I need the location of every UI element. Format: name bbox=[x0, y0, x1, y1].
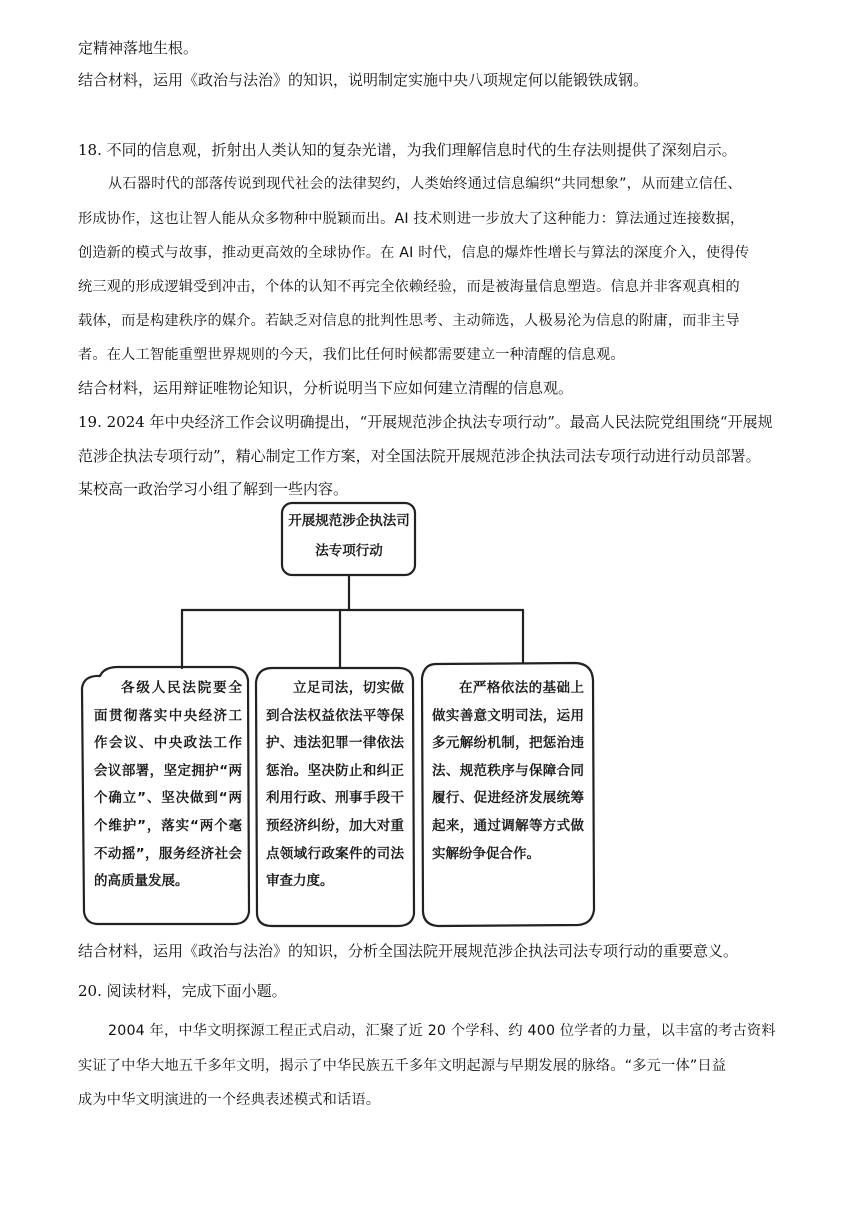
material-20-line: 2004 年，中华文明探源工程正式启动，汇聚了近 20 个学科、约 400 位学者的力量，以丰富的考古资料 bbox=[108, 1023, 776, 1039]
question-20-stem: 20. 阅读材料，完成下面小题。 bbox=[78, 982, 287, 1000]
question-19-stem: 19. 2024 年中央经济工作会议明确提出，“开展规范涉企执法专项行动”。最高人民法院党组围绕“开展规 bbox=[78, 413, 773, 431]
question-18-stem: 18. 不同的信息观，折射出人类认知的复杂光谱，为我们理解信息时代的生存法则提供了深刻启示。 bbox=[78, 141, 737, 159]
material-18-line: 创造新的模式与故事，推动更高效的全球协作。在 AI 时代，信息的爆炸性增长与算法的深度介入，使得传 bbox=[78, 245, 750, 261]
diagram-top-title: 开展规范涉企执法司法专项行动 bbox=[288, 513, 410, 559]
question-19-task: 结合材料，运用《政治与法治》的知识，分析全国法院开展规范涉企执法司法专项行动的重要意义。 bbox=[78, 942, 739, 960]
diagram-middle-text: 立足司法，切实做到合法权益依法平等保护、违法犯罪一律依法惩治。坚决防止和纠正利用行政、刑事手段干预经济纠纷，加大对重点领域行政案件的司法审查力度。 bbox=[266, 680, 404, 890]
material-20-line: 实证了中华大地五千多年文明，揭示了中华民族五千多年文明起源与早期发展的脉络。“多元一体”日益 bbox=[78, 1058, 727, 1074]
material-20-line: 成为中华文明演进的一个经典表述模式和话语。 bbox=[78, 1092, 381, 1108]
material-18-line: 载体，而是构建秩序的媒介。若缺乏对信息的批判性思考、主动筛选，人极易沦为信息的附庸，而非主导 bbox=[78, 313, 740, 329]
question-19-stem: 某校高一政治学习小组了解到一些内容。 bbox=[78, 480, 349, 498]
material-18-line: 从石器时代的部落传说到现代社会的法律契约，人类始终通过信息编织“共同想象”，从而建立信任、 bbox=[108, 176, 742, 192]
question-19-stem: 范涉企执法专项行动”，精心制定工作方案，对全国法院开展规范涉企执法司法专项行动进行动员部署。 bbox=[78, 447, 761, 465]
material-18-line: 形成协作，这也让智人能从众多物种中脱颖而出。AI 技术则进一步放大了这种能力：算法通过连接数据， bbox=[78, 211, 745, 227]
diagram-left-text: 各级人民法院要全面贯彻落实中央经济工作会议、中央政法工作会议部署，坚定拥护“两个确立”、坚决做到“两个维护”，落实“两个毫不动摇”，服务经济社会的高质量发展。 bbox=[94, 680, 242, 890]
material-18-line: 统三观的形成逻辑受到冲击，个体的认知不再完全依赖经验，而是被海量信息塑造。信息并非客观真相的 bbox=[78, 279, 740, 295]
question-17-task: 结合材料，运用《政治与法治》的知识，说明制定实施中央八项规定何以能锻铁成钢。 bbox=[78, 71, 649, 89]
diagram-right-text: 在严格依法的基础上做实善意文明司法，运用多元解纷机制，把惩治违法、规范秩序与保障合同履行、促进经济发展统筹起来，通过调解等方式做实解纷争促合作。 bbox=[432, 680, 584, 862]
material-18-line: 者。在人工智能重塑世界规则的今天，我们比任何时候都需要建立一种清醒的信息观。 bbox=[78, 347, 625, 363]
text-line: 定精神落地生根。 bbox=[78, 39, 199, 57]
question-18-task: 结合材料，运用辩证唯物论知识，分析说明当下应如何建立清醒的信息观。 bbox=[78, 379, 574, 397]
